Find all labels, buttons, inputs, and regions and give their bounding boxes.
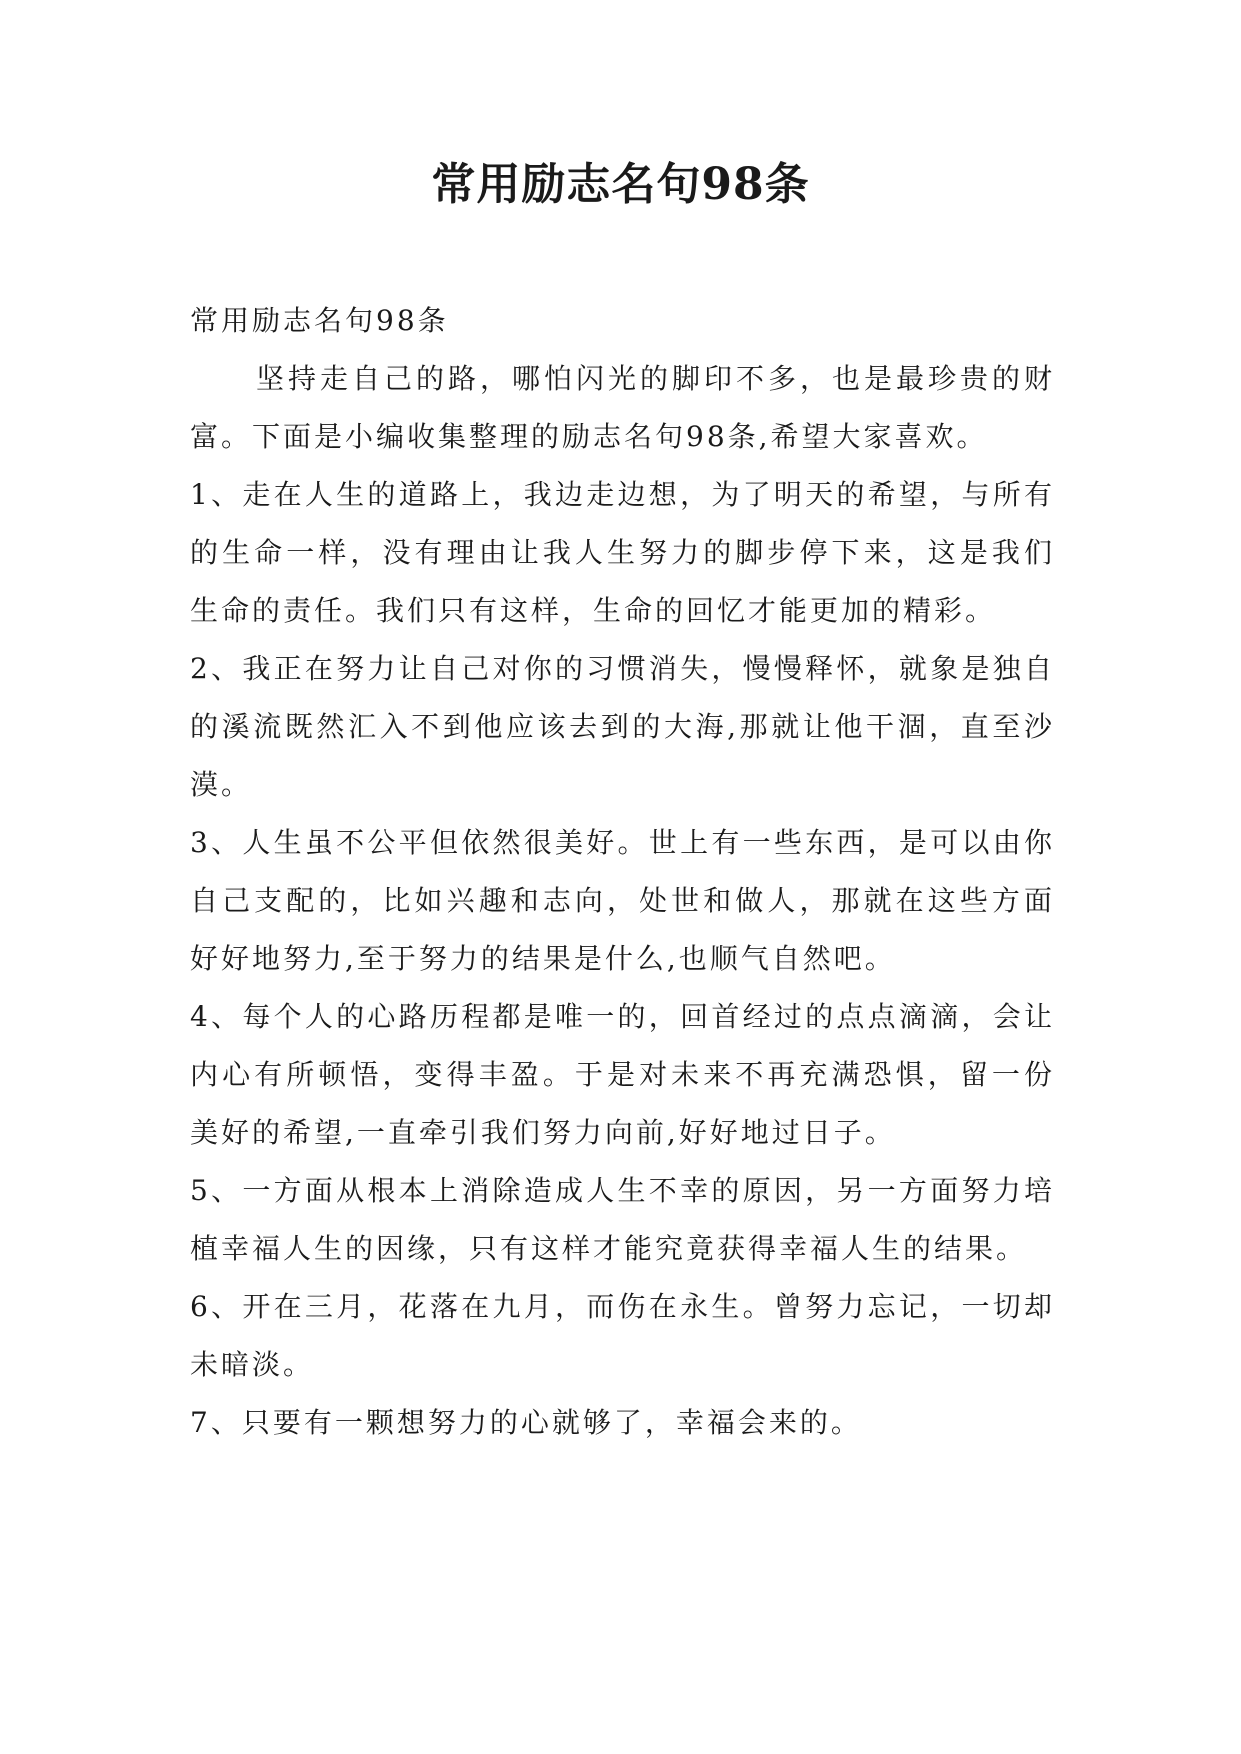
document-title: 常用励志名句98条: [431, 159, 810, 210]
quote-item-4: 4、每个人的心路历程都是唯一的，回首经过的点点滴滴，会让内心有所顿悟，变得丰盈。于是对未来不再充满恐惧，留一份美好的希望,一直牵引我们努力向前,好好地过日子。: [190, 1000, 1055, 1149]
quote-item-3: 3、人生虽不公平但依然很美好。世上有一些东西，是可以由你自己支配的，比如兴趣和志向，处世和做人，那就在这些方面好好地努力,至于努力的结果是什么,也顺气自然吧。: [190, 826, 1055, 975]
quote-item-2: 2、我正在努力让自己对你的习惯消失，慢慢释怀，就象是独自的溪流既然汇入不到他应该去到的大海,那就让他干涸，直至沙漠。: [190, 652, 1055, 801]
quote-item-7: 7、只要有一颗想努力的心就够了，幸福会来的。: [190, 1406, 862, 1439]
intro-paragraph: 坚持走自己的路，哪怕闪光的脚印不多，也是最珍贵的财富。下面是小编收集整理的励志名句98条,希望大家喜欢。: [190, 362, 1055, 453]
quote-item-1: 1、走在人生的道路上，我边走边想，为了明天的希望，与所有的生命一样，没有理由让我人生努力的脚步停下来，这是我们生命的责任。我们只有这样，生命的回忆才能更加的精彩。: [190, 478, 1055, 627]
document-subtitle: 常用励志名句98条: [190, 304, 449, 337]
document-body: [190, 292, 1055, 1452]
quote-item-6: 6、开在三月，花落在九月，而伤在永生。曾努力忘记，一切却未暗淡。: [190, 1290, 1055, 1381]
quote-item-5: 5、一方面从根本上消除造成人生不幸的原因，另一方面努力培植幸福人生的因缘，只有这样才能究竟获得幸福人生的结果。: [190, 1174, 1055, 1265]
